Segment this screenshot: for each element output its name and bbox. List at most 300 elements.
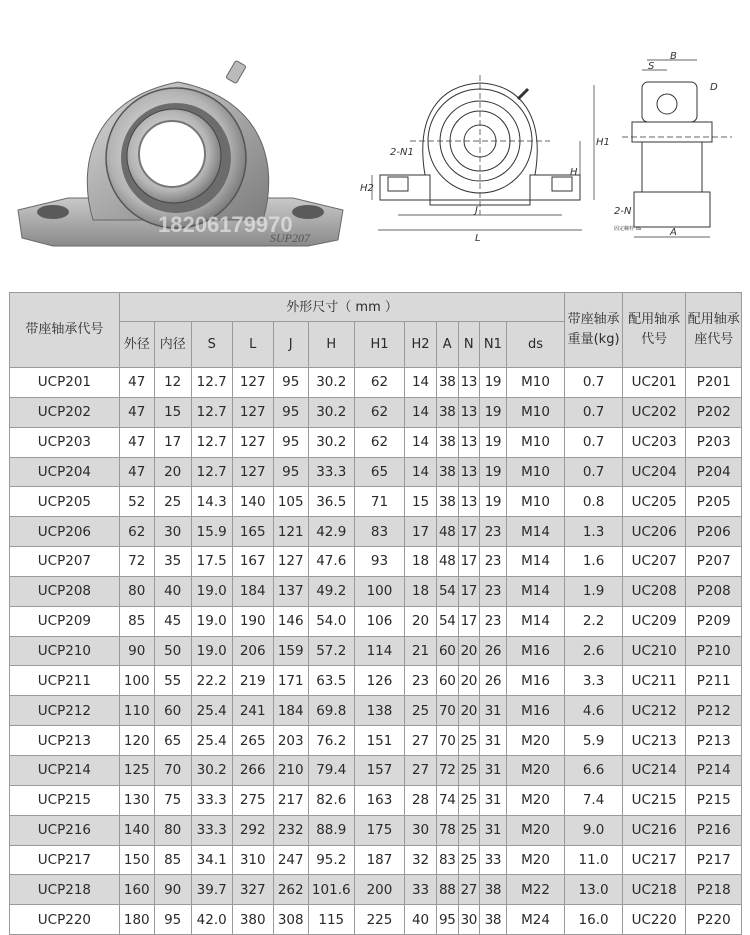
table-cell: 60 [436,636,458,666]
header-dim: J [273,322,308,368]
table-cell: 327 [232,875,273,905]
table-cell: 72 [119,547,154,577]
table-cell: UC208 [622,576,686,606]
table-cell: 65 [154,726,191,756]
table-cell: 80 [154,815,191,845]
table-cell: 140 [232,487,273,517]
table-cell: 187 [354,845,404,875]
table-cell: 30.2 [308,368,354,398]
table-cell: 17.5 [191,547,232,577]
header-dim: N1 [480,322,507,368]
table-cell: UC206 [622,517,686,547]
table-cell: 160 [119,875,154,905]
table-cell: 0.7 [565,368,622,398]
label-b: B [670,51,677,62]
table-cell: 85 [154,845,191,875]
table-cell: M10 [506,457,565,487]
label-j: J [475,205,478,216]
table-row [10,368,742,398]
table-cell: 247 [273,845,308,875]
table-cell: UCP204 [10,457,120,487]
table-cell: 62 [119,517,154,547]
table-cell: P210 [686,636,742,666]
product-figure [0,0,750,282]
table-cell: UCP203 [10,427,120,457]
table-cell: 60 [436,666,458,696]
table-cell: 31 [480,726,507,756]
table-cell: 35 [154,547,191,577]
header-dim: 内径 [154,322,191,368]
table-cell: UCP212 [10,696,120,726]
table-cell: 17 [458,547,480,577]
table-cell: 14 [405,368,437,398]
table-cell: UCP213 [10,726,120,756]
table-cell: UCP220 [10,905,120,935]
table-cell: 27 [405,726,437,756]
table-cell: 184 [273,696,308,726]
table-cell: 0.8 [565,487,622,517]
table-cell: 151 [354,726,404,756]
table-cell: UC218 [622,875,686,905]
table-cell: UC215 [622,785,686,815]
table-cell: 16.0 [565,905,622,935]
table-cell: 72 [436,755,458,785]
table-cell: M14 [506,576,565,606]
table-cell: 138 [354,696,404,726]
table-cell: 95 [436,905,458,935]
table-cell: UC209 [622,606,686,636]
table-row [10,487,742,517]
table-cell: 48 [436,547,458,577]
table-cell: 206 [232,636,273,666]
table-cell: P211 [686,666,742,696]
table-cell: 79.4 [308,755,354,785]
table-cell: 31 [480,696,507,726]
table-cell: 38 [436,457,458,487]
table-cell: 75 [154,785,191,815]
table-cell: 100 [354,576,404,606]
front-view-drawing [360,55,610,245]
table-cell: 130 [119,785,154,815]
table-row [10,905,742,935]
table-cell: 57.2 [308,636,354,666]
table-cell: 70 [154,755,191,785]
table-cell: 25 [458,726,480,756]
table-cell: 12.7 [191,397,232,427]
table-cell: UCP211 [10,666,120,696]
table-cell: 78 [436,815,458,845]
table-cell: 1.9 [565,576,622,606]
table-cell: 95 [273,368,308,398]
table-cell: 88 [436,875,458,905]
table-cell: 45 [154,606,191,636]
table-cell: UCP201 [10,368,120,398]
table-cell: 26 [480,666,507,696]
table-cell: UCP202 [10,397,120,427]
table-cell: 36.5 [308,487,354,517]
table-cell: 15 [154,397,191,427]
table-cell: 127 [232,368,273,398]
table-cell: 33.3 [191,815,232,845]
bearing-photo [8,50,353,260]
table-cell: 30.2 [308,397,354,427]
header-dim: ds [506,322,565,368]
table-cell: 23 [480,547,507,577]
table-cell: P209 [686,606,742,636]
header-housing: 配用轴承座代号 [686,293,742,368]
label-l: L [475,233,481,244]
table-cell: 19 [480,397,507,427]
header-dim: H2 [405,322,437,368]
table-row [10,845,742,875]
label-h1: H1 [596,137,610,148]
table-cell: 15 [405,487,437,517]
table-cell: 0.7 [565,457,622,487]
table-cell: 140 [119,815,154,845]
table-cell: UCP209 [10,606,120,636]
table-cell: UC214 [622,755,686,785]
table-cell: 121 [273,517,308,547]
table-cell: 126 [354,666,404,696]
table-cell: 90 [154,875,191,905]
table-cell: 62 [354,368,404,398]
table-cell: 48 [436,517,458,547]
table-cell: UCP215 [10,785,120,815]
table-cell: 23 [480,576,507,606]
table-cell: 17 [458,576,480,606]
table-cell: 38 [436,397,458,427]
table-cell: 13 [458,427,480,457]
table-cell: 95 [154,905,191,935]
table-cell: 31 [480,785,507,815]
table-row [10,547,742,577]
table-cell: 47 [119,397,154,427]
table-cell: 54 [436,576,458,606]
table-cell: 22.2 [191,666,232,696]
table-cell: UC204 [622,457,686,487]
table-cell: 34.1 [191,845,232,875]
table-cell: 83 [354,517,404,547]
table-cell: 20 [458,636,480,666]
table-cell: 20 [405,606,437,636]
table-cell: 171 [273,666,308,696]
table-cell: 80 [119,576,154,606]
table-cell: P204 [686,457,742,487]
table-cell: P202 [686,397,742,427]
table-cell: 159 [273,636,308,666]
table-cell: UC216 [622,815,686,845]
table-cell: 0.7 [565,397,622,427]
table-cell: UC211 [622,666,686,696]
table-cell: M10 [506,397,565,427]
table-cell: 95 [273,427,308,457]
table-cell: M20 [506,845,565,875]
table-cell: 241 [232,696,273,726]
table-cell: 232 [273,815,308,845]
table-cell: 17 [458,517,480,547]
table-cell: P218 [686,875,742,905]
table-cell: M20 [506,755,565,785]
table-cell: 13 [458,487,480,517]
table-cell: 39.7 [191,875,232,905]
table-cell: 52 [119,487,154,517]
spec-table [9,292,742,935]
table-cell: 38 [436,487,458,517]
table-cell: 95 [273,457,308,487]
table-cell: 106 [354,606,404,636]
table-cell: 19 [480,427,507,457]
table-cell: UC220 [622,905,686,935]
table-cell: 19.0 [191,576,232,606]
table-cell: 71 [354,487,404,517]
table-cell: 65 [354,457,404,487]
table-cell: 40 [154,576,191,606]
table-cell: 15.9 [191,517,232,547]
casting-mark: SUP207 [270,231,310,245]
table-cell: 25.4 [191,696,232,726]
table-cell: 127 [232,397,273,427]
table-cell: M10 [506,487,565,517]
table-cell: 14 [405,457,437,487]
table-cell: 31 [480,755,507,785]
table-cell: 157 [354,755,404,785]
table-cell: UC212 [622,696,686,726]
table-cell: 5.9 [565,726,622,756]
table-cell: 210 [273,755,308,785]
table-row [10,517,742,547]
table-cell: 137 [273,576,308,606]
table-cell: 101.6 [308,875,354,905]
table-cell: 23 [480,606,507,636]
table-cell: 9.0 [565,815,622,845]
table-cell: 163 [354,785,404,815]
table-cell: 30 [154,517,191,547]
table-cell: 70 [436,726,458,756]
table-cell: 30 [405,815,437,845]
table-cell: M22 [506,875,565,905]
table-cell: M10 [506,427,565,457]
table-cell: 23 [480,517,507,547]
table-cell: 88.9 [308,815,354,845]
table-cell: 33 [480,845,507,875]
table-cell: 11.0 [565,845,622,875]
header-dim: S [191,322,232,368]
table-cell: 62 [354,427,404,457]
table-cell: 32 [405,845,437,875]
table-cell: 47 [119,457,154,487]
table-cell: 17 [405,517,437,547]
table-cell: 38 [436,368,458,398]
table-cell: 13 [458,368,480,398]
label-h2: H2 [360,183,374,194]
table-cell: 127 [232,427,273,457]
table-cell: 2.6 [565,636,622,666]
table-cell: P203 [686,427,742,457]
table-cell: 62 [354,397,404,427]
table-cell: 47 [119,427,154,457]
table-cell: 3.3 [565,666,622,696]
table-cell: 114 [354,636,404,666]
table-cell: P217 [686,845,742,875]
table-cell: 20 [458,666,480,696]
header-weight: 带座轴承重量(kg) [565,293,622,368]
table-cell: 85 [119,606,154,636]
table-cell: 14 [405,427,437,457]
table-cell: 225 [354,905,404,935]
table-cell: 20 [458,696,480,726]
table-row [10,815,742,845]
table-cell: 33.3 [308,457,354,487]
table-cell: 70 [436,696,458,726]
table-cell: 25 [458,755,480,785]
table-cell: 40 [405,905,437,935]
table-cell: UCP208 [10,576,120,606]
table-row [10,576,742,606]
table-cell: 265 [232,726,273,756]
table-cell: 95.2 [308,845,354,875]
table-cell: M14 [506,606,565,636]
header-model: 带座轴承代号 [10,293,120,368]
table-cell: 28 [405,785,437,815]
table-cell: UCP207 [10,547,120,577]
table-cell: 110 [119,696,154,726]
table-cell: 180 [119,905,154,935]
table-cell: 38 [436,427,458,457]
table-cell: 105 [273,487,308,517]
table-cell: 120 [119,726,154,756]
label-s: S [648,61,655,72]
table-cell: M14 [506,547,565,577]
table-cell: 310 [232,845,273,875]
table-cell: 47 [119,368,154,398]
header-dim: A [436,322,458,368]
table-cell: 49.2 [308,576,354,606]
table-cell: 12.7 [191,427,232,457]
table-cell: 25 [405,696,437,726]
table-cell: 200 [354,875,404,905]
table-cell: 115 [308,905,354,935]
table-cell: 25 [458,845,480,875]
header-dim: 外径 [119,322,154,368]
table-row [10,457,742,487]
table-cell: 4.6 [565,696,622,726]
table-cell: 60 [154,696,191,726]
table-cell: 100 [119,666,154,696]
table-cell: 19.0 [191,636,232,666]
table-cell: 13.0 [565,875,622,905]
table-cell: 17 [458,606,480,636]
table-cell: 167 [232,547,273,577]
table-cell: UCP217 [10,845,120,875]
table-cell: 30.2 [191,755,232,785]
table-cell: 42.9 [308,517,354,547]
table-cell: UC207 [622,547,686,577]
table-cell: 95 [273,397,308,427]
table-cell: P215 [686,785,742,815]
header-dim: L [232,322,273,368]
table-cell: M14 [506,517,565,547]
table-cell: 54 [436,606,458,636]
table-cell: 13 [458,457,480,487]
table-cell: 38 [480,875,507,905]
table-cell: 217 [273,785,308,815]
table-row [10,666,742,696]
table-cell: 25 [458,815,480,845]
table-cell: 33 [405,875,437,905]
table-cell: 25 [154,487,191,517]
table-cell: P206 [686,517,742,547]
table-cell: P213 [686,726,742,756]
table-cell: 262 [273,875,308,905]
table-cell: 125 [119,755,154,785]
table-cell: 1.3 [565,517,622,547]
side-view-drawing [612,52,742,247]
table-cell: UC201 [622,368,686,398]
label-h: H [570,167,578,178]
header-dim: N [458,322,480,368]
table-cell: 146 [273,606,308,636]
table-cell: UCP218 [10,875,120,905]
table-cell: 27 [458,875,480,905]
table-cell: P207 [686,547,742,577]
table-cell: 19 [480,487,507,517]
table-cell: 38 [480,905,507,935]
table-cell: 203 [273,726,308,756]
table-cell: 14 [405,397,437,427]
table-cell: 150 [119,845,154,875]
header-dim: H [308,322,354,368]
table-cell: P220 [686,905,742,935]
table-row [10,696,742,726]
table-cell: P216 [686,815,742,845]
table-cell: 50 [154,636,191,666]
table-row [10,636,742,666]
table-row [10,726,742,756]
table-cell: 90 [119,636,154,666]
table-cell: 1.6 [565,547,622,577]
table-cell: P205 [686,487,742,517]
table-cell: 12 [154,368,191,398]
table-cell: UC210 [622,636,686,666]
label-small-note: 固定螺栓 ds [614,226,642,232]
table-cell: 83 [436,845,458,875]
spec-table-body [10,368,742,935]
table-cell: UC203 [622,427,686,457]
header-dim: H1 [354,322,404,368]
watermark-text: 18206179970 [158,212,293,237]
table-cell: P212 [686,696,742,726]
table-cell: 127 [273,547,308,577]
table-cell: 63.5 [308,666,354,696]
table-cell: UC202 [622,397,686,427]
table-cell: 308 [273,905,308,935]
table-cell: 54.0 [308,606,354,636]
table-cell: 82.6 [308,785,354,815]
table-cell: M16 [506,696,565,726]
table-cell: UCP214 [10,755,120,785]
table-cell: M24 [506,905,565,935]
table-cell: 266 [232,755,273,785]
table-cell: P201 [686,368,742,398]
table-cell: 17 [154,427,191,457]
table-cell: UC213 [622,726,686,756]
table-cell: 292 [232,815,273,845]
label-2n: 2-N [614,206,632,217]
table-cell: 165 [232,517,273,547]
table-cell: 0.7 [565,427,622,457]
table-cell: UCP210 [10,636,120,666]
table-cell: 23 [405,666,437,696]
